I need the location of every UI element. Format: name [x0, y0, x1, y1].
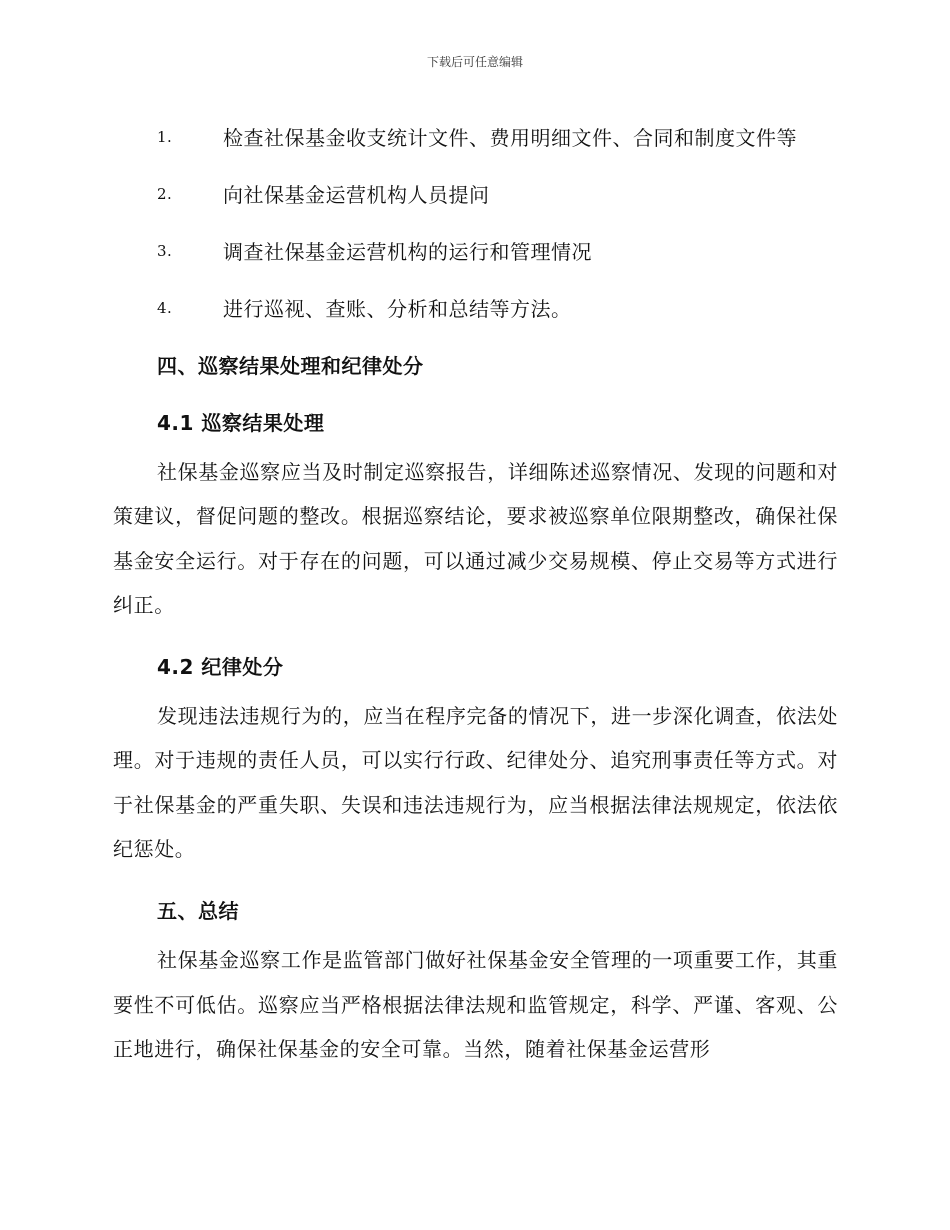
list-text: 检查社保基金收支统计文件、费用明细文件、合同和制度文件等	[223, 126, 797, 150]
paragraph: 社保基金巡察应当及时制定巡察报告，详细陈述巡察情况、发现的问题和对策建议，督促问题的整改。根据巡察结论，要求被巡察单位限期整改，确保社保基金安全运行。对于存在的问题，可以通过减少交易规模、停止交易等方式进行纠正。	[113, 460, 838, 617]
subsection-heading: 4.1 巡察结果处理	[157, 411, 325, 435]
list-item	[113, 165, 838, 222]
paragraph: 发现违法违规行为的，应当在程序完备的情况下，进一步深化调查，依法处理。对于违规的责任人员，可以实行行政、纪律处分、追究刑事责任等方式。对于社保基金的严重失职、失误和违法违规行为，应当根据法律法规规定，依法依纪惩处。	[113, 704, 838, 862]
list-number: 3.	[157, 241, 173, 260]
list-text: 调查社保基金运营机构的运行和管理情况	[223, 240, 592, 264]
section-heading: 四、巡察结果处理和纪律处分	[157, 354, 424, 378]
list-number: 4.	[157, 298, 173, 317]
list-text: 进行巡视、查账、分析和总结等方法。	[223, 297, 572, 321]
section-heading: 五、总结	[157, 899, 239, 924]
list-number: 2.	[157, 184, 173, 203]
list-text: 向社保基金运营机构人员提问	[223, 183, 490, 207]
list-item	[113, 222, 838, 279]
subsection-heading: 4.2 纪律处分	[157, 655, 284, 680]
page-header-note: 下载后可任意编辑	[426, 55, 523, 69]
paragraph: 社保基金巡察工作是监管部门做好社保基金安全管理的一项重要工作，其重要性不可低估。巡察应当严格根据法律法规和监管规定，科学、严谨、客观、公正地进行，确保社保基金的安全可靠。当然，随着社保基金运营形	[113, 948, 838, 1061]
list-item	[113, 279, 838, 336]
list-number: 1.	[157, 127, 173, 146]
list-item	[113, 108, 838, 165]
document-body	[113, 108, 838, 1071]
